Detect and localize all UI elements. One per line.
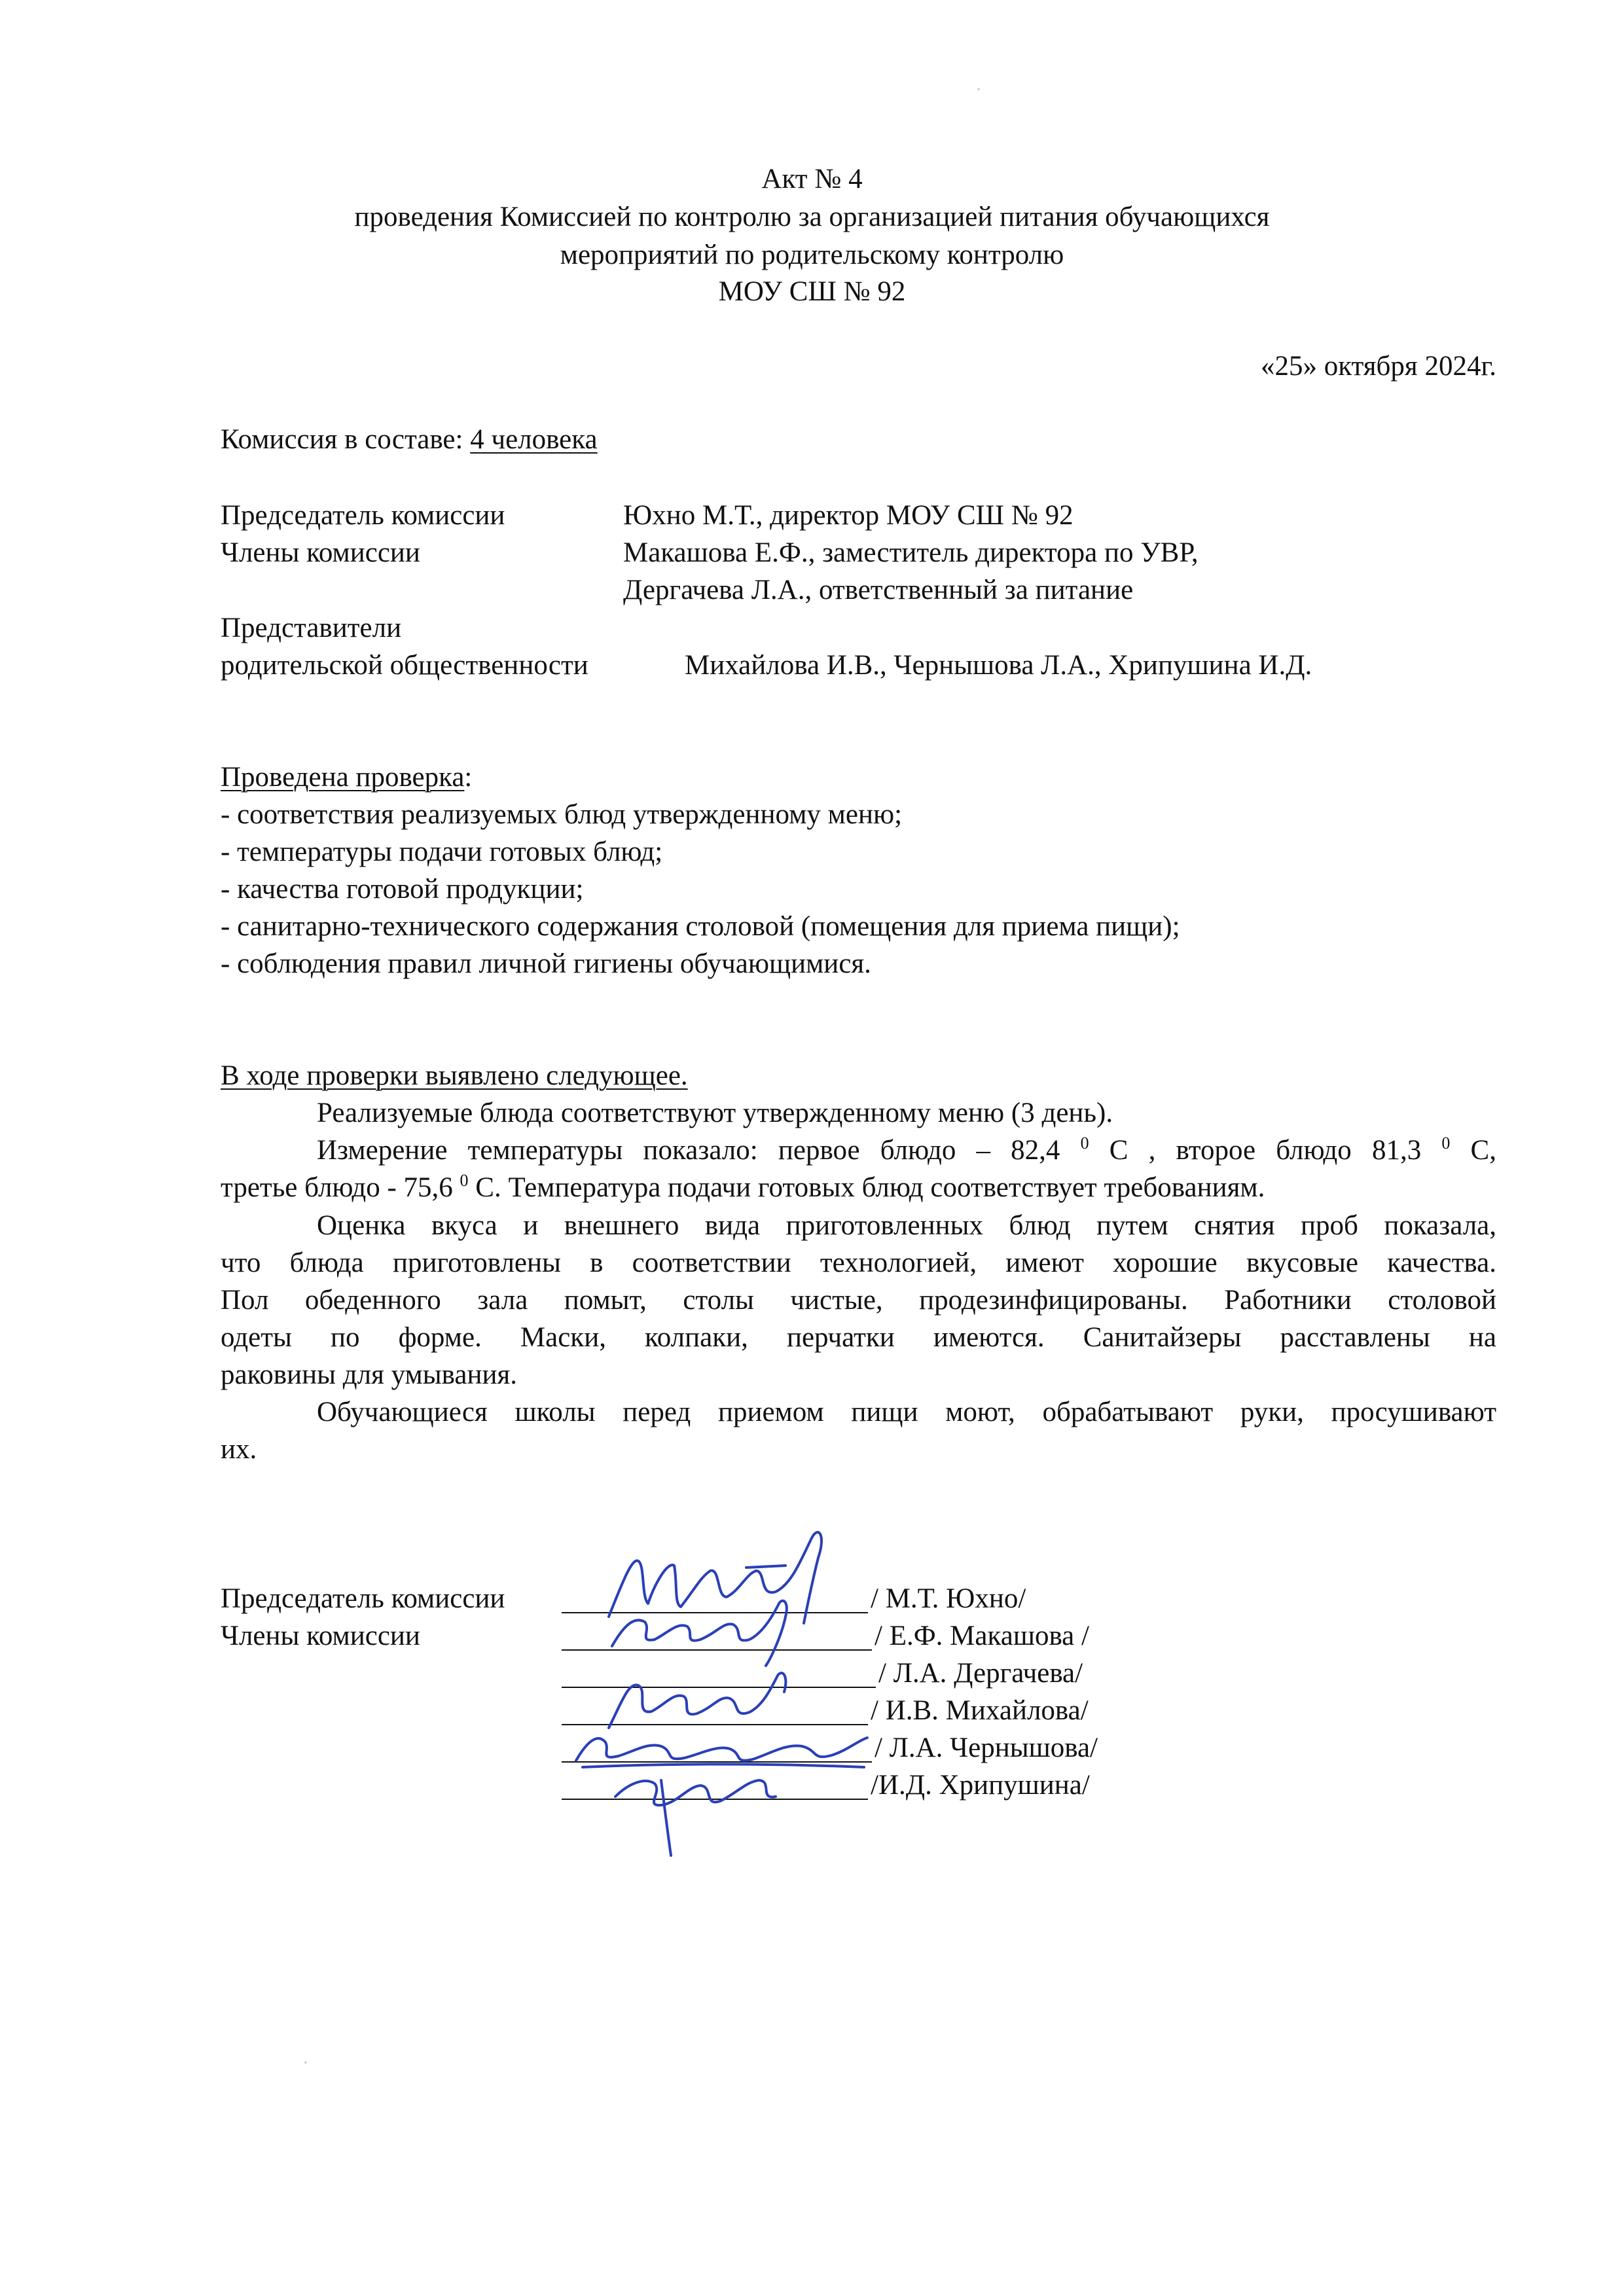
sign-name-3: / Л.А. Дергачева/ [878,1658,1083,1689]
degree-mark: 0 [460,1171,469,1190]
sign-chair-label: Председатель комиссии [221,1583,505,1614]
check-item-5: - соблюдения правил личной гигиены обучающимися. [221,948,871,979]
check-item-3: - качества готовой продукции; [221,874,584,905]
temp-second-text: С , второе блюдо 81,3 [1089,1135,1442,1166]
reps-label-2: родительской общественности [221,650,588,681]
degree-mark: 0 [1080,1134,1089,1153]
findings-p3-line2: что блюда приготовлены в соответствии технологией, имеют хорошие вкусовые качества. [221,1247,1496,1278]
check-heading-colon: : [464,762,473,793]
members-label: Члены комиссии [221,537,420,568]
sign-name-1: / М.Т. Юхно/ [871,1583,1026,1614]
findings-p1: Реализуемые блюда соответствуют утвержденному меню (3 день). [317,1098,1113,1128]
act-title-line2: мероприятий по родительскому контролю [560,240,1064,270]
sign-name-2: / Е.Ф. Макашова / [875,1621,1089,1651]
findings-heading: В ходе проверки выявлено следующее. [221,1060,688,1091]
temp-conclusion-text: С. Температура подачи готовых блюд соответствует требованиям. [468,1172,1265,1203]
signature-member-5 [615,1780,776,1805]
findings-p4-line1: Обучающиеся школы перед приемом пищи моют, обрабатывают руки, просушивают [317,1397,1496,1427]
degree-mark: 0 [1441,1134,1451,1153]
act-date: «25» октября 2024г. [1260,351,1496,382]
chair-label: Председатель комиссии [221,500,505,531]
reps-label-1: Представители [221,613,402,643]
chair-value: Юхно М.Т., директор МОУ СШ № 92 [623,500,1074,531]
member-1: Макашова Е.Ф., заместитель директора по УВР, [623,537,1199,568]
signature-chair [609,1532,821,1623]
scan-artifact: · [975,79,982,100]
signature-member-4 [576,1738,867,1761]
findings-p3-line3: Пол обеденного зала помыт, столы чистые, продезинфицированы. Работники столовой [221,1285,1496,1316]
reps-value: Михайлова И.В., Чернышова Л.А., Хрипушина И.Д. [685,650,1312,681]
check-item-4: - санитарно-технического содержания столовой (помещения для приема пищи); [221,911,1180,942]
act-number: Акт № 4 [761,164,863,194]
check-item-2: - температуры подачи готовых блюд; [221,836,663,867]
sign-name-4: / И.В. Михайлова/ [871,1695,1089,1726]
temp-third-text: третье блюдо - 75,6 [221,1172,460,1203]
signature-member-1 [612,1601,787,1666]
findings-p3-line4: одеты по форме. Маски, колпаки, перчатки имеются. Санитайзеры расставлены на [221,1322,1496,1353]
sign-members-label: Члены комиссии [221,1621,420,1651]
check-item-1: - соответствия реализуемых блюд утвержденному меню; [221,799,903,830]
sign-name-5: / Л.А. Чернышова/ [875,1732,1098,1763]
scan-artifact: · [302,2052,309,2073]
findings-p3-line1: Оценка вкуса и внешнего вида приготовленных блюд путем снятия проб показала, [317,1210,1496,1241]
member-2: Дергачева Л.А., ответственный за питание [623,575,1134,605]
findings-p4-line2: их. [221,1434,257,1465]
temp-first-text: Измерение температуры показало: первое блюдо – 82,4 [317,1135,1081,1166]
commission-count: 4 человека [470,424,598,455]
act-title-line3: МОУ СШ № 92 [718,276,906,307]
check-heading-text: Проведена проверка [221,762,465,793]
act-title-line1: проведения Комиссией по контролю за организацией питания обучающихся [354,202,1270,232]
signature-member-3 [609,1673,785,1728]
commission-label: Комиссия в составе: [221,424,471,455]
findings-p3-line5: раковины для умывания. [221,1359,518,1390]
temp-unit-text: С, [1450,1135,1496,1166]
sign-name-6: /И.Д. Хрипушина/ [871,1770,1090,1801]
